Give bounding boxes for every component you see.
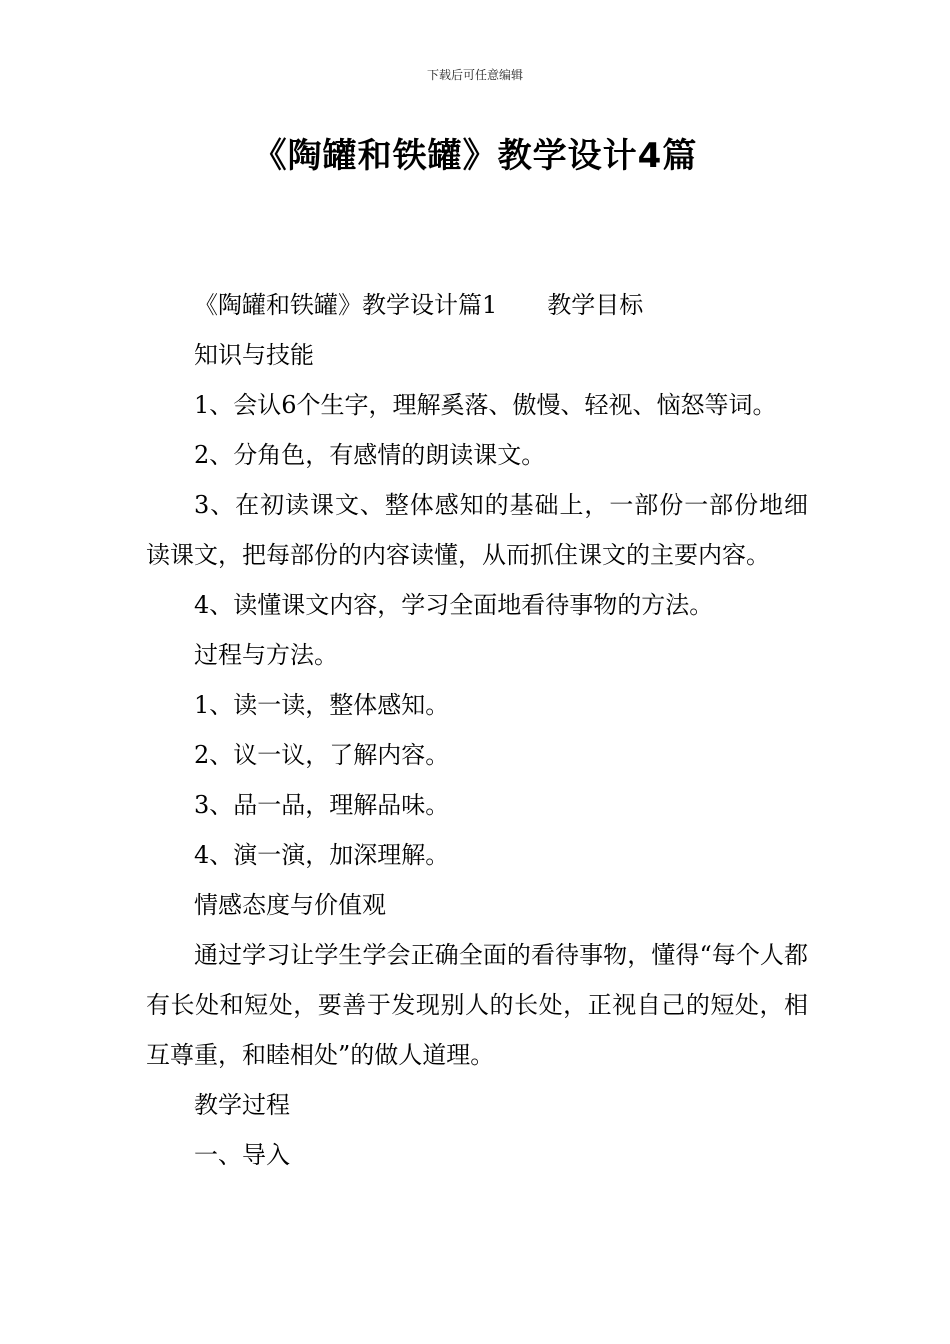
- paragraph-knowledge-skills: 知识与技能: [194, 341, 314, 369]
- list-item: 3、品一品，理解品味。: [194, 791, 450, 819]
- paragraph-process-method: 过程与方法。: [194, 641, 338, 669]
- paragraph-teaching-process: 教学过程: [194, 1091, 290, 1119]
- list-item: 2、分角色，有感情的朗读课文。: [194, 441, 546, 469]
- list-item: 4、演一演，加深理解。: [194, 841, 450, 869]
- list-item: 2、议一议，了解内容。: [194, 741, 450, 769]
- list-item: 1、会认6个生字，理解奚落、傲慢、轻视、恼怒等词。: [194, 391, 777, 419]
- list-item: 3、在初读课文、整体感知的基础上，一部份一部份地细读课文，把每部份的内容读懂，从而抓住课文的主要内容。: [146, 491, 808, 569]
- list-item: 1、读一读，整体感知。: [194, 691, 450, 719]
- document-body: [146, 280, 808, 1180]
- header-note: 下载后可任意编辑: [426, 68, 523, 82]
- paragraph-emotion-values: 情感态度与价值观: [194, 891, 386, 919]
- paragraph-body: 通过学习让学生学会正确全面的看待事物，懂得“每个人都有长处和短处，要善于发现别人的长处，正视自己的短处，相互尊重，和睦相处”的做人道理。: [146, 941, 808, 1069]
- document-title: 《陶罐和铁罐》教学设计4篇: [252, 136, 698, 176]
- paragraph-intro: 一、导入: [194, 1141, 290, 1169]
- list-item: 4、读懂课文内容，学习全面地看待事物的方法。: [194, 591, 714, 619]
- section-heading: [146, 280, 808, 330]
- section-name: 《陶罐和铁罐》教学设计篇1: [194, 291, 498, 319]
- section-subtitle: 教学目标: [547, 291, 644, 319]
